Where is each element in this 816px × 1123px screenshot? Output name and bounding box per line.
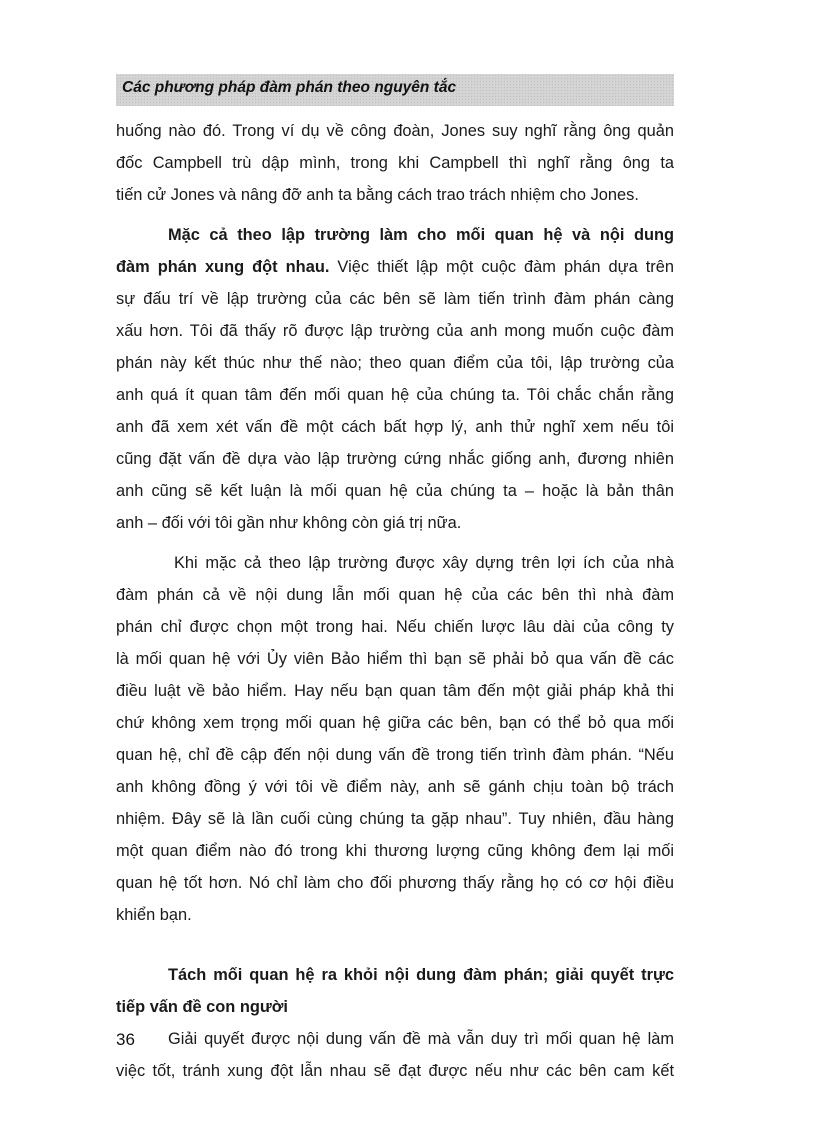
text-line: việc tốt, tránh xung đột lẫn nhau sẽ đạt được nếu như các bên cam kết	[116, 1062, 674, 1080]
text-line: sự đấu trí về lập trường của các bên sẽ làm tiến trình đàm phán càng	[116, 290, 674, 308]
text-line: anh đã xem xét vấn đề một cách bất hợp lý, anh thử nghĩ xem nếu tôi	[116, 418, 674, 436]
running-header	[116, 74, 674, 106]
text-line: cũng đặt vấn đề dựa vào lập trường cứng nhắc giống anh, đương nhiên	[116, 450, 674, 468]
text-line: anh quá ít quan tâm đến mối quan hệ của chúng ta. Tôi chắc chắn rằng	[116, 386, 674, 404]
text-line: Khi mặc cả theo lập trường được xây dựng trên lợi ích của nhà	[174, 554, 674, 572]
text-line: quan hệ tốt hơn. Nó chỉ làm cho đối phương thấy rằng họ có cơ hội điều	[116, 874, 674, 892]
page-body	[116, 115, 674, 1087]
text-line: chứ không xem trọng mối quan hệ giữa các bên, bạn có thể bỏ qua mối	[116, 714, 674, 732]
heading-line: tiếp vấn đề con người	[116, 998, 288, 1016]
text-line: phán này kết thúc như thế nào; theo quan điểm của tôi, lập trường của	[116, 354, 674, 372]
paragraph-1	[116, 115, 674, 211]
paragraph-2	[116, 219, 674, 539]
text-line: khiển bạn.	[116, 906, 192, 924]
text-line: huống nào đó. Trong ví dụ về công đoàn, Jones suy nghĩ rằng ông quản	[116, 122, 674, 140]
text-line: đàm phán cả về nội dung lẫn mối quan hệ của các bên thì nhà đàm	[116, 586, 674, 604]
text-line: điều luật về bảo hiểm. Hay nếu bạn quan tâm đến một giải pháp khả thi	[116, 682, 674, 700]
text-line: xấu hơn. Tôi đã thấy rõ được lập trường của anh mong muốn cuộc đàm	[116, 322, 674, 340]
text-line: đốc Campbell trù dập mình, trong khi Campbell thì nghĩ rằng ông ta	[116, 154, 674, 172]
text-line: anh – đối với tôi gần như không còn giá trị nữa.	[116, 514, 462, 532]
text-line: Giải quyết được nội dung vấn đề mà vẫn duy trì mối quan hệ làm	[168, 1030, 674, 1048]
text-line: quan hệ, chỉ đề cập đến nội dung vấn đề trong tiến trình đàm phán. “Nếu	[116, 746, 674, 764]
text-line: phán chỉ được chọn một trong hai. Nếu chiến lược lâu dài của công ty	[116, 618, 674, 636]
paragraph-5	[116, 1023, 674, 1087]
bold-lead-line: Mặc cả theo lập trường làm cho mối quan hệ và nội dung	[168, 226, 674, 244]
text-line: anh cũng sẽ kết luận là mối quan hệ của chúng ta – hoặc là bản thân	[116, 482, 674, 500]
running-header-title: Các phương pháp đàm phán theo nguyên tắc	[122, 79, 457, 96]
text-line: tiến cử Jones và nâng đỡ anh ta bằng cách trao trách nhiệm cho Jones.	[116, 186, 639, 204]
lead-rest-text: Việc thiết lập một cuộc đàm phán dựa trên	[329, 258, 674, 276]
text-line: một quan điểm nào đó trong khi thương lượng cũng không đem lại mối	[116, 842, 674, 860]
section-heading	[116, 959, 674, 1023]
heading-line: Tách mối quan hệ ra khỏi nội dung đàm phán; giải quyết trực	[168, 966, 674, 984]
text-line: anh không đồng ý với tôi về điểm này, anh sẽ gánh chịu toàn bộ trách	[116, 778, 674, 796]
text-line	[116, 251, 674, 283]
text-line: nhiệm. Đây sẽ là lần cuối cùng chúng ta gặp nhau”. Tuy nhiên, đầu hàng	[116, 810, 674, 828]
bold-lead-text: đàm phán xung đột nhau.	[116, 258, 330, 276]
text-line: là mối quan hệ với Ủy viên Bảo hiểm thì bạn sẽ phải bỏ qua vấn đề các	[116, 650, 674, 668]
paragraph-3	[116, 547, 674, 931]
page-number: 36	[116, 1030, 135, 1049]
